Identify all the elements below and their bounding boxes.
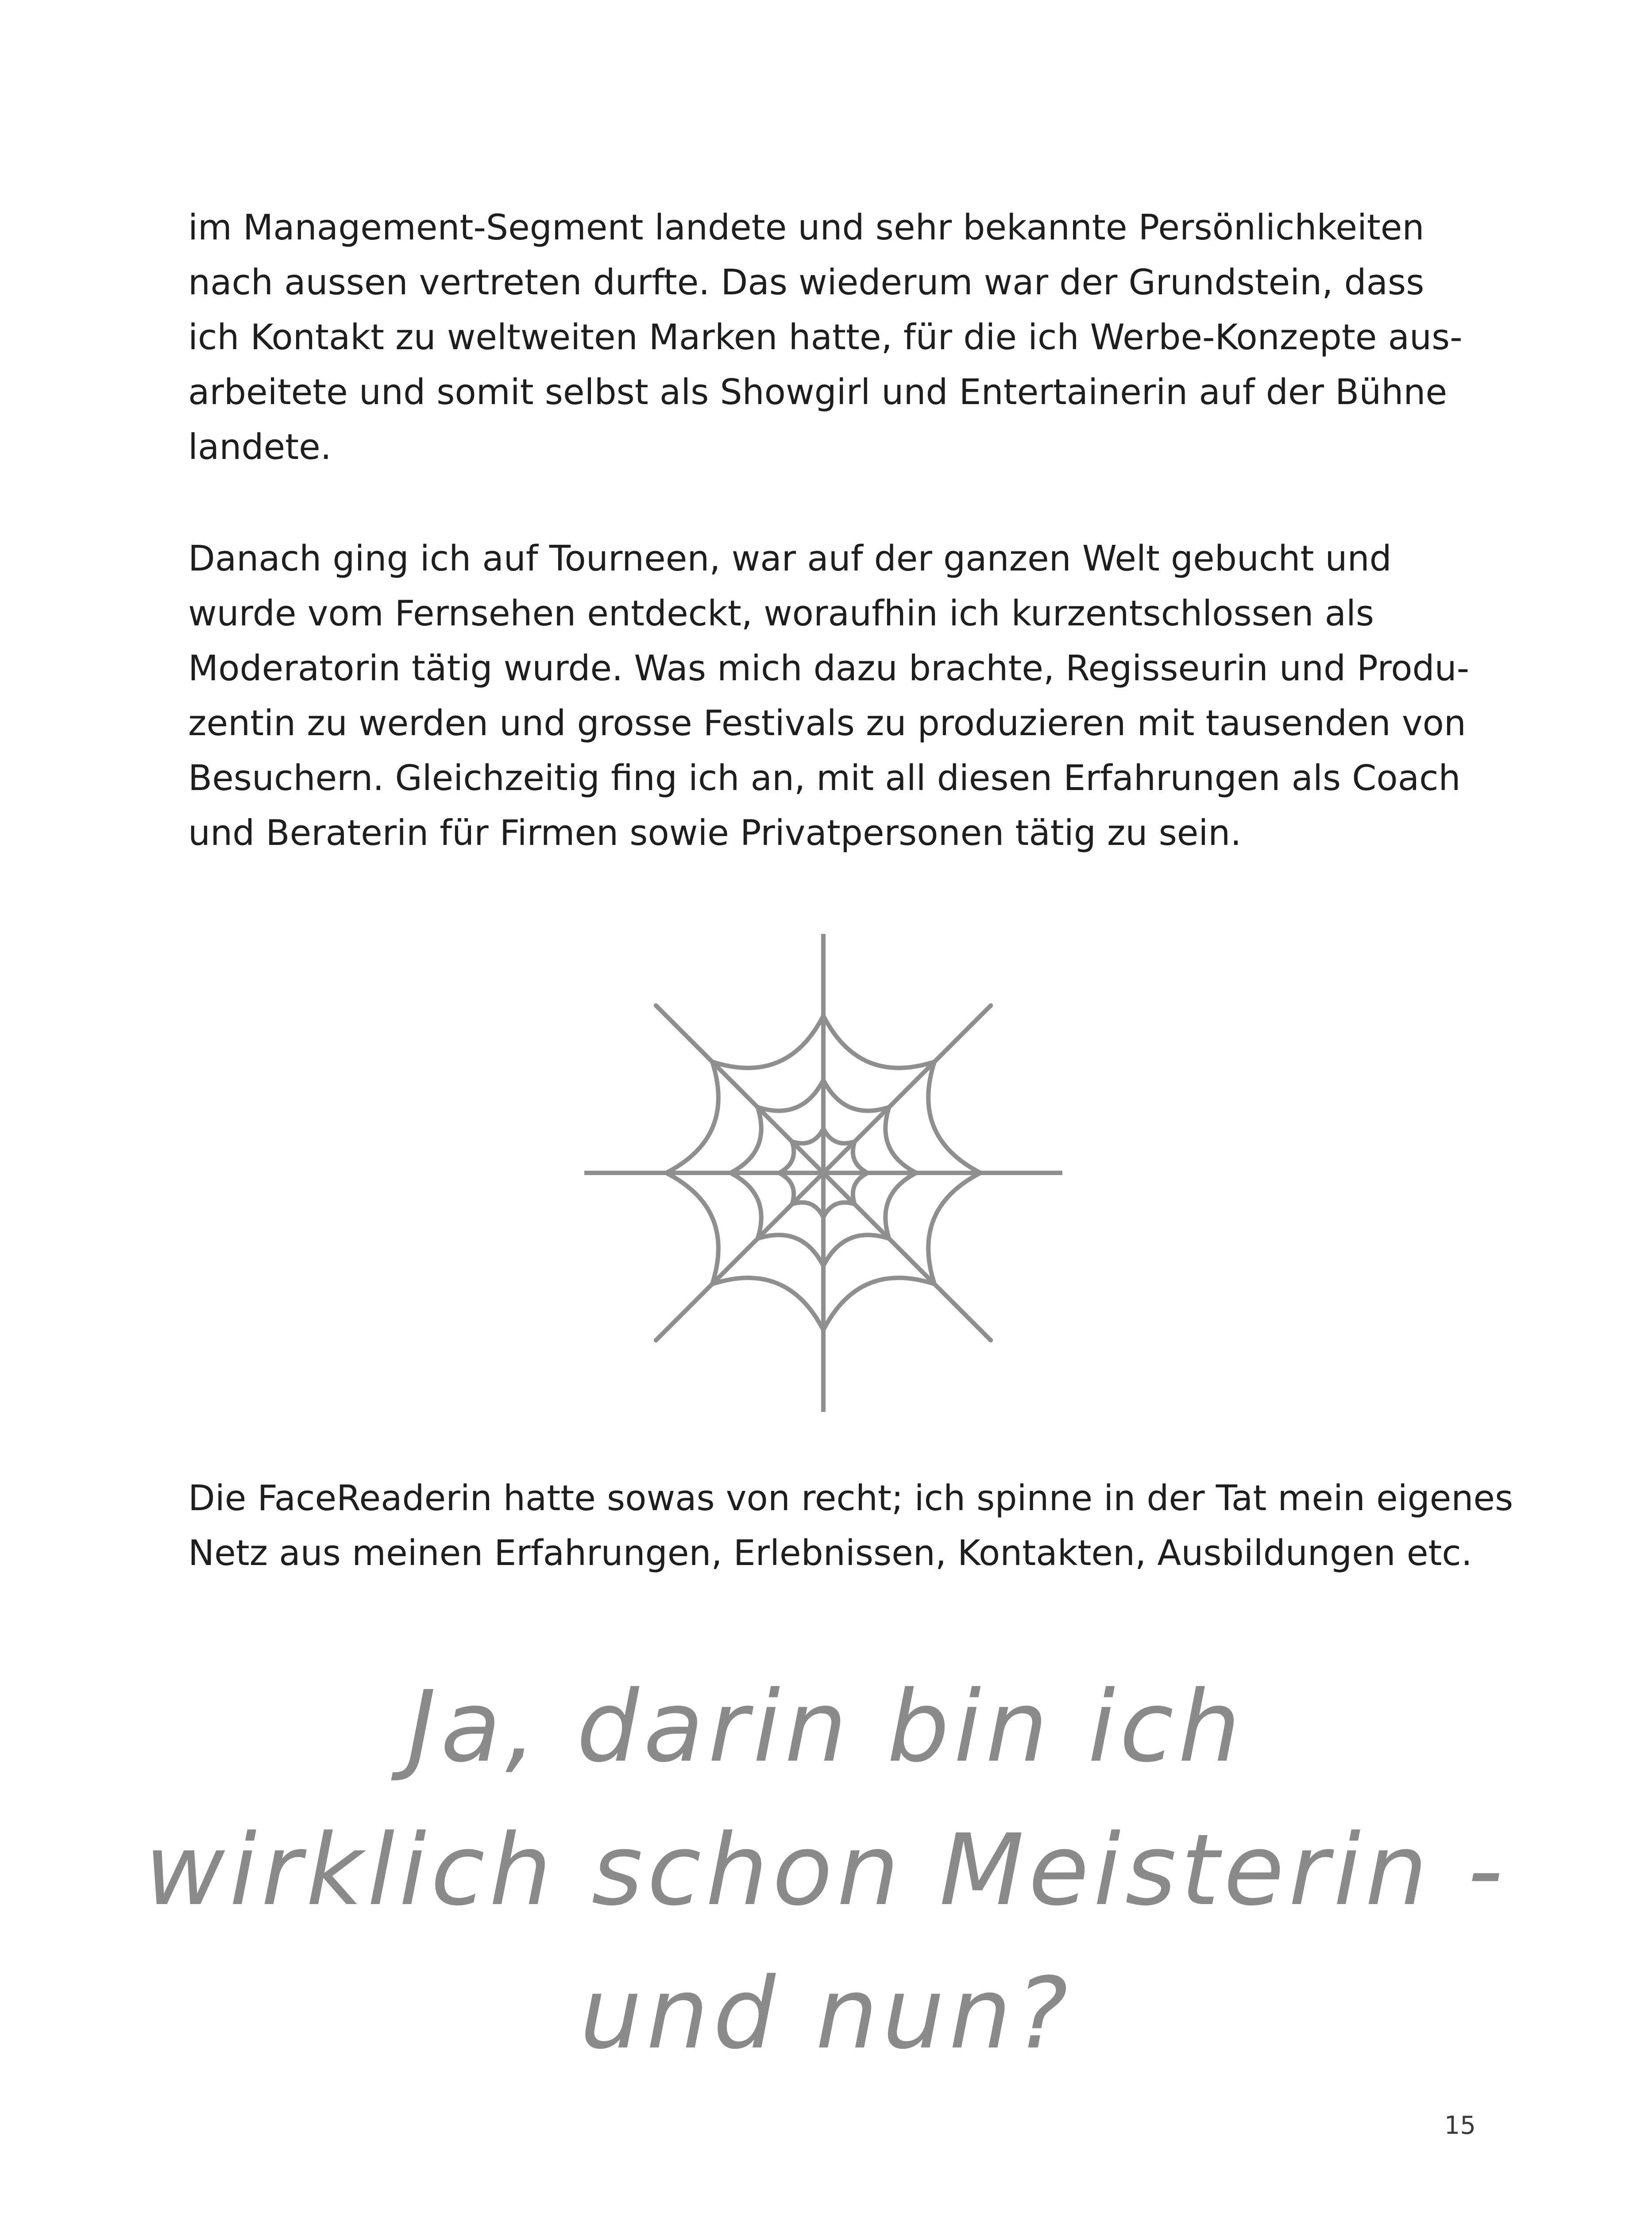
paragraph-facereader xyxy=(188,1471,1513,1581)
text-line: arbeitete und somit selbst als Showgirl und Entertainerin auf der Bühne xyxy=(188,372,1447,413)
text-line: zentin zu werden und grosse Festivals zu produzieren mit tausenden von xyxy=(188,703,1466,744)
page-number: 15 xyxy=(1444,2111,1476,2140)
text-line: und Beraterin für Firmen sowie Privatpersonen tätig zu sein. xyxy=(188,813,1242,853)
pull-quote xyxy=(0,1655,1652,2086)
paragraph-career-management xyxy=(188,200,1472,474)
text-line: Moderatorin tätig wurde. Was mich dazu brachte, Regisseurin und Produ- xyxy=(188,648,1470,689)
paragraph-career-tours xyxy=(188,531,1472,860)
text-line: Danach ging ich auf Tourneen, war auf der ganzen Welt gebucht und xyxy=(188,538,1392,579)
web-spoke xyxy=(656,1173,823,1340)
web-spoke xyxy=(656,1006,823,1173)
quote-line: Ja, darin bin ich xyxy=(407,1670,1245,1784)
text-line: landete. xyxy=(188,427,332,467)
text-line: Die FaceReaderin hatte sowas von recht; ich spinne in der Tat mein eigenes xyxy=(188,1478,1513,1519)
text-line: ich Kontakt zu weltweiten Marken hatte, für die ich Werbe-Konzepte aus- xyxy=(188,317,1463,358)
text-line: Netz aus meinen Erfahrungen, Erlebnissen, Kontakten, Ausbildungen etc. xyxy=(188,1533,1472,1573)
text-line: nach aussen vertreten durfte. Das wiederum war der Grundstein, dass xyxy=(188,262,1424,303)
web-spoke xyxy=(823,1006,991,1173)
text-line: im Management-Segment landete und sehr bekannte Persönlichkeiten xyxy=(188,207,1424,248)
quote-line: wirklich schon Meisterin - xyxy=(144,1813,1508,1928)
text-line: Besuchern. Gleichzeitig fing ich an, mit all diesen Erfahrungen als Coach xyxy=(188,758,1461,798)
quote-line: und nun? xyxy=(579,1957,1073,2071)
text-line: wurde vom Fernsehen entdeckt, woraufhin ich kurzentschlossen als xyxy=(188,593,1374,634)
spider-web-icon xyxy=(584,934,1062,1412)
web-spoke xyxy=(823,1173,991,1340)
